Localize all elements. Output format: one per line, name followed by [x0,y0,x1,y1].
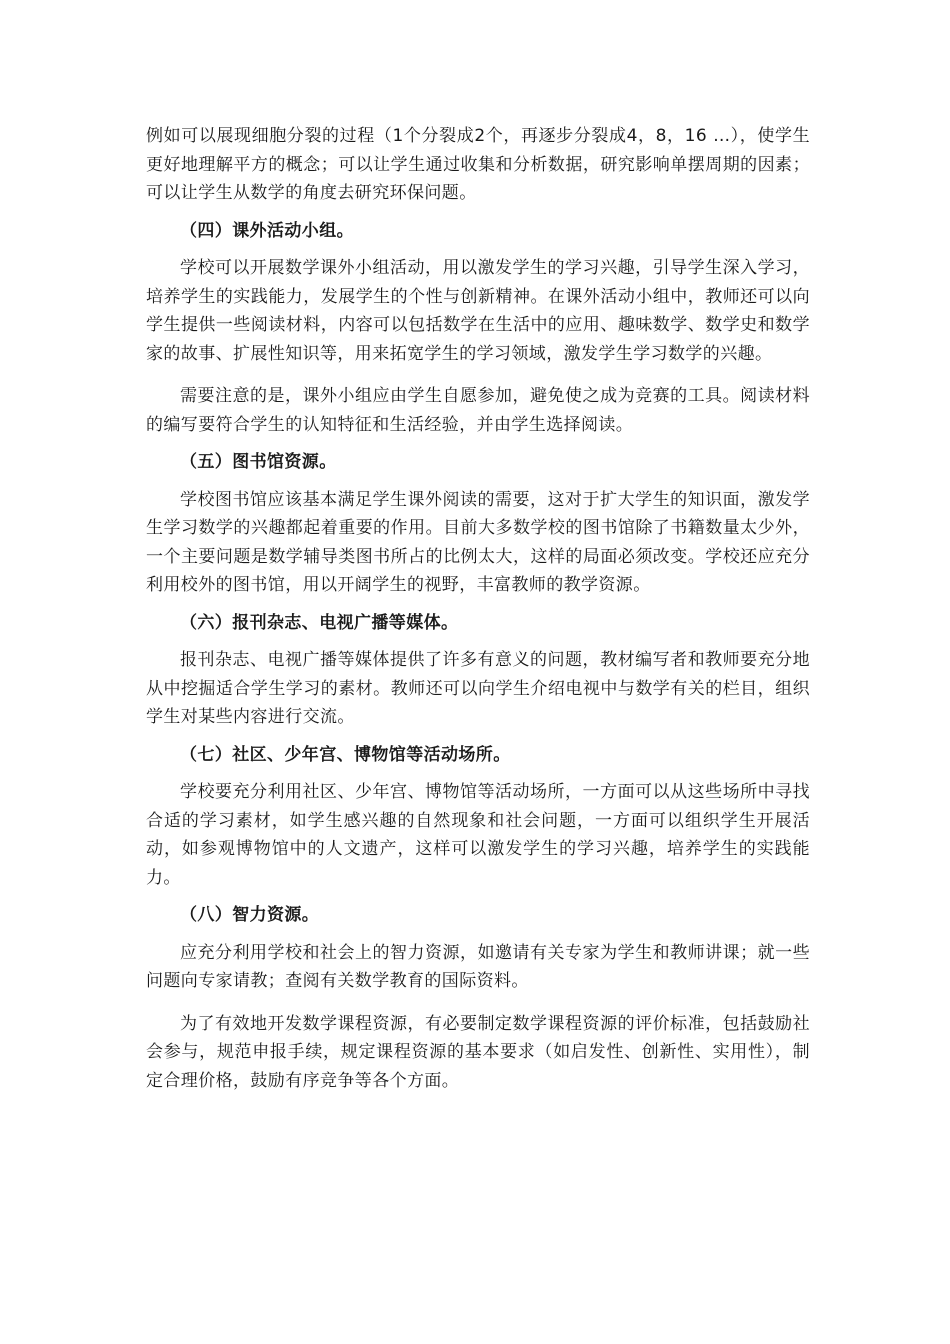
paragraph-evaluation-standards: 为了有效地开发数学课程资源，有必要制定数学课程资源的评价标准，包括鼓励社会参与，规范申报手续，规定课程资源的基本要求（如启发性、创新性、实用性），制定合理价格，鼓励有序竞争等各个方面。 [146,1013,810,1091]
heading-activity-venues: （七）社区、少年宫、博物馆等活动场所。 [180,744,511,765]
heading-library-resources: （五）图书馆资源。 [180,452,337,472]
paragraph-media: 报刊杂志、电视广播等媒体提供了许多有意义的问题，教材编写者和教师要充分地从中挖掘适合学生学习的素材。教师还可以向学生介绍电视中与数学有关的栏目，组织学生对某些内容进行交流。 [146,650,810,727]
document-body [146,122,810,1095]
paragraph-intellectual-resources: 应充分利用学校和社会上的智力资源，如邀请有关专家为学生和教师讲课；就一些问题向专家请教；查阅有关数学教育的国际资料。 [146,942,810,991]
paragraph-extracurricular-groups: 学校可以开展数学课外小组活动，用以激发学生的学习兴趣，引导学生深入学习，培养学生的实践能力，发展学生的个性与创新精神。在课外活动小组中，教师还可以向学生提供一些阅读材料，内容可以包括数学在生活中的应用、趣味数学、数学史和数学家的故事、扩展性知识等，用来拓宽学生的学习领域，激发学生学习数学的兴趣。 [146,258,810,364]
heading-media: （六）报刊杂志、电视广播等媒体。 [180,612,459,633]
paragraph-cell-division-example: 例如可以展现细胞分裂的过程（1个分裂成2个，再逐步分裂成4，8，16 …），使学生更好地理解平方的概念；可以让学生通过收集和分析数据，研究影响单摆周期的因素；可以让学生从数学的角度去研究环保问题。 [146,126,810,203]
paragraph-library-resources: 学校图书馆应该基本满足学生课外阅读的需要，这对于扩大学生的知识面，激发学生学习数学的兴趣都起着重要的作用。目前大多数学校的图书馆除了书籍数量太少外，一个主要问题是数学辅导类图书所占的比例太大，这样的局面必须改变。学校还应充分利用校外的图书馆，用以开阔学生的视野，丰富教师的教学资源。 [146,489,810,595]
paragraph-activity-venues: 学校要充分利用社区、少年宫、博物馆等活动场所，一方面可以从这些场所中寻找合适的学习素材，如学生感兴趣的自然现象和社会问题，一方面可以组织学生开展活动，如参观博物馆中的人文遗产，这样可以激发学生的学习兴趣，培养学生的实践能力。 [146,782,810,888]
heading-extracurricular-groups: （四）课外活动小组。 [180,220,354,241]
paragraph-voluntary-participation: 需要注意的是，课外小组应由学生自愿参加，避免使之成为竞赛的工具。阅读材料的编写要符合学生的认知特征和生活经验，并由学生选择阅读。 [146,386,810,435]
heading-intellectual-resources: （八）智力资源。 [180,905,320,925]
